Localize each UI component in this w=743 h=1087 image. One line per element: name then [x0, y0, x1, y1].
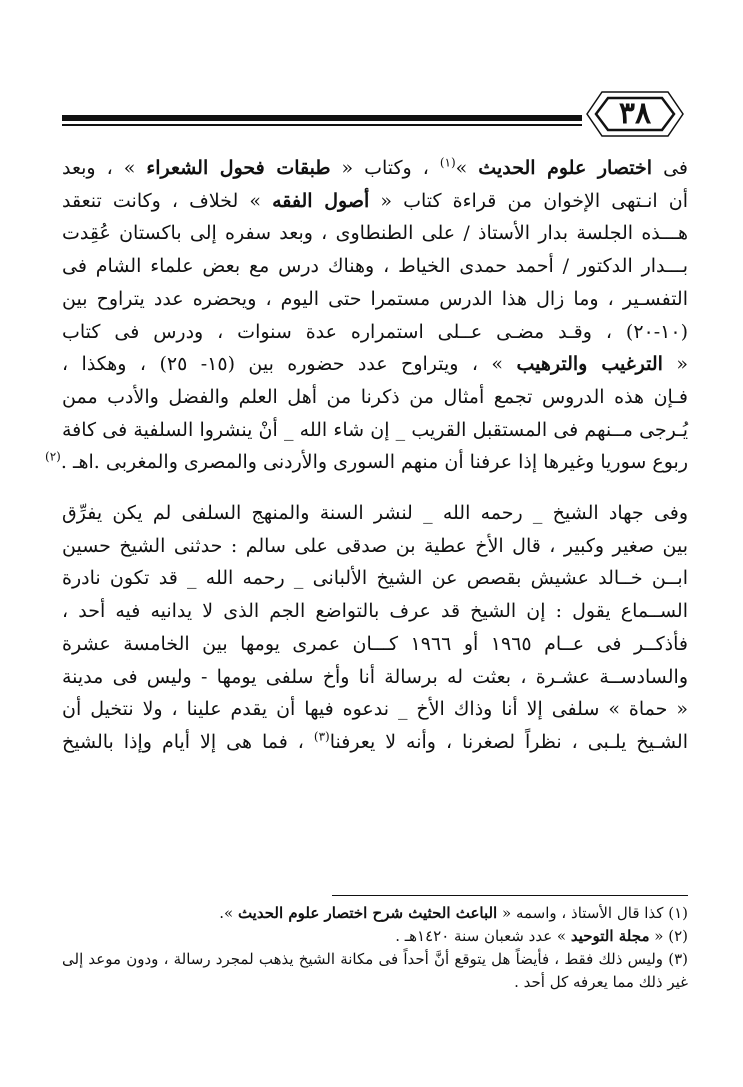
page-number: ٣٨: [618, 96, 652, 131]
bold-title: أصول الفقه: [272, 189, 370, 212]
paragraph-1: [45, 152, 688, 479]
text-line: فأذكــر فى عــام ١٩٦٥ أو ١٩٦٦ كـــان عمرى يومها بين الخامسة عشرة: [62, 632, 688, 655]
footnotes: [62, 902, 688, 994]
header-rule-thick: [62, 115, 582, 121]
text-line: ابــن خــالد عشيش بقصص عن الشيخ الألبانى _ رحمه الله _ قد تكون نادرة: [62, 567, 688, 590]
text-line: بـــدار الدكتور / أحمد حمدى الخياط ، وهناك درس مع بعض علماء الشام فى: [62, 255, 688, 278]
bold-title: الباعث الحثيث شرح اختصار علوم الحديث: [237, 904, 498, 922]
footnote-ref[interactable]: (١): [439, 155, 456, 170]
text-line: الشـيخ يلـبى ، نظراً لصغرنا ، وأنه لا يعرفنا$^{(٣)}$ ، فما هى إلا أيام وإذا بالشيخ: [62, 729, 688, 753]
text-line: الســماع يقول : إن الشيخ قد عرف بالتواضع الجم الذى لا يدانيه فيه أحد ،: [62, 600, 688, 623]
bold-title: مجلة التوحيد: [570, 927, 650, 945]
footnote-rule: [332, 895, 688, 896]
footnote-ref[interactable]: (٢): [45, 450, 61, 464]
text-line: فى اختصار علوم الحديث »$^{(١)}$ ، وكتاب « طبقات فحول الشعراء » ، وبعد: [62, 155, 688, 179]
text-line: أن انـتهى الإخوان من قراءة كتاب « أصول الفقه » لخلاف ، وكانت تنعقد: [62, 189, 688, 212]
footnote: (١) كذا قال الأستاذ ، واسمه « الباعث الحثيث شرح اختصار علوم الحديث ».: [219, 904, 688, 922]
text-line: (١٠-٢٠) ، وقـد مضـى عــلى استمراره عدة سنوات ، ودرس فى كتاب: [62, 320, 688, 343]
text-line: « حماة » سلفى إلا أنا وذاك الأخ _ ندعوه فيها أن يقدم علينا ، ولا نتخيل أن: [62, 698, 688, 721]
text-line: ربوع سوريا وغيرها إذا عرفنا أن منهم السورى والأردنى والمصرى والمغربى .اهـ .$^{(٢)}$: [45, 450, 688, 474]
text-line: بين صغير وكبير ، قال الأخ عطية بن صدقى على سالم : حدثنى الشيخ حسين: [62, 534, 688, 557]
bold-title: الترغيب والترهيب: [516, 353, 663, 376]
text-line: هـــذه الجلسة بدار الأستاذ / على الطنطاوى ، وبعد سفره إلى باكستان عُقِدت: [62, 222, 688, 245]
text-line: فـإن هذه الدروس تجمع أمثال من ذكرنا من أهل العلم والفضل والأدب ممن: [62, 385, 688, 408]
body-text: [45, 152, 688, 759]
paragraph-2: [62, 497, 688, 759]
header-rule-thin: [62, 124, 582, 126]
text-line: « الترغيب والترهيب » ، ويتراوح عدد حضوره بين (١٥- ٢٥) ، وهكذا ،: [62, 353, 688, 376]
footnote: (٣) وليس ذلك فقط ، فأيضاً هل يتوقع أنَّ أحداً فى مكانة الشيخ يذهب لمجرد رسالة ، ودون موعد إلى غير ذلك مما يعرفه كل أحد .: [62, 950, 688, 991]
page-header: [62, 88, 688, 140]
text-line: والسادســة عشـرة ، بعثت له برسالة أنا وأخ سلفى يومها - وليس فى مدينة: [62, 665, 688, 688]
bold-title: اختصار علوم الحديث: [478, 157, 653, 179]
footnote: (٢) « مجلة التوحيد » عدد شعبان سنة ١٤٢٠هـ .: [395, 927, 688, 945]
bold-title: طبقات فحول الشعراء: [146, 157, 331, 179]
text-line: وفى جهاد الشيخ _ رحمه الله _ لنشر السنة والمنهج السلفى لم يكن يفرِّق: [62, 502, 688, 525]
text-line: يُـرجى مــنهم فى المستقبل القريب _ إن شاء الله _ أنْ ينشروا السلفية فى كافة: [62, 418, 688, 441]
page-number-frame: [582, 88, 688, 140]
footnote-ref[interactable]: (٣): [313, 729, 330, 744]
text-line: التفسـير ، وما زال هذا الدرس مستمرا حتى اليوم ، ويحضره عدد يتراوح بين: [62, 287, 688, 310]
